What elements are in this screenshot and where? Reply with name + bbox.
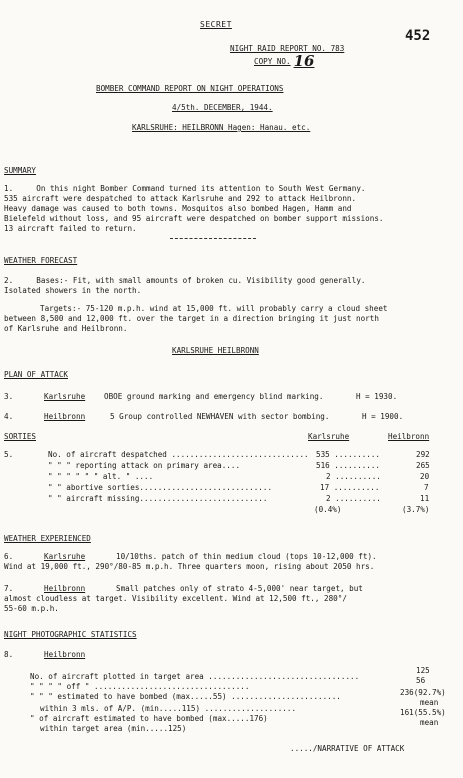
- sorties-row-karlsruhe: 2 ..........: [326, 472, 381, 481]
- weather-target: Karlsruhe: [44, 552, 86, 561]
- classification-header: SECRET: [200, 20, 232, 29]
- photo-row-label: " " " estimated to have bombed (max.....55) ........................: [30, 692, 341, 701]
- weather-line: 10/10ths. patch of thin medium cloud (tops 10-12,000 ft).: [116, 552, 377, 561]
- copy-number-line: [254, 52, 315, 70]
- plan-target: Karlsruhe: [44, 392, 86, 401]
- plan-target: Heilbronn: [44, 412, 86, 421]
- plan-text: OBOE ground marking and emergency blind marking.: [104, 392, 324, 401]
- weather-line: Small patches only of strato 4-5,000' near target, but: [116, 584, 363, 593]
- weather-forecast-heading: WEATHER FORECAST: [4, 256, 78, 265]
- plan-h: H = 1900.: [362, 412, 404, 421]
- forecast-line: of Karlsruhe and Heilbronn.: [4, 324, 128, 333]
- summary-line: 1. On this night Bomber Command turned its attention to South West Germany.: [4, 184, 366, 193]
- summary-line: 13 aircraft failed to return.: [4, 224, 137, 233]
- report-targets: KARLSRUHE: HEILBRONN Hagen: Hanau. etc.: [132, 123, 311, 132]
- sorties-row-karlsruhe: 2 ..........: [326, 494, 381, 503]
- summary-line: Heavy damage was caused to both towns. Mosquitos also bombed Hagen, Hamm and: [4, 204, 352, 213]
- weather-item-num: 6.: [4, 552, 14, 561]
- copy-label: COPY NO.: [254, 57, 291, 66]
- sorties-row-karlsruhe: 17 ..........: [320, 483, 380, 492]
- sorties-row-label: No. of aircraft despatched ..............................: [48, 450, 309, 459]
- forecast-line: between 8,500 and 12,000 ft. over the target in a direction bringing it just north: [4, 314, 379, 323]
- photo-row-label: No. of aircraft plotted in target area .................................: [30, 672, 360, 681]
- page-number: 452: [405, 28, 431, 44]
- column-header-karlsruhe: Karlsruhe: [308, 432, 350, 441]
- summary-line: Bielefeld without loss, and 95 aircraft were despatched on bomber support missions.: [4, 214, 384, 223]
- plan-item: 4.: [4, 412, 14, 421]
- weather-item-num: 7.: [4, 584, 14, 593]
- sorties-row-heilbronn: 11: [420, 494, 430, 503]
- sorties-row-label: " " abortive sorties.............................: [48, 483, 273, 492]
- sorties-num: 5.: [4, 450, 14, 459]
- report-title: BOMBER COMMAND REPORT ON NIGHT OPERATIONS: [96, 84, 284, 93]
- forecast-line: 2. Bases:- Fit, with small amounts of broken cu. Visibility good generally.: [4, 276, 366, 285]
- continued-marker: ...../NARRATIVE OF ATTACK: [290, 744, 405, 753]
- photo-row-value: 161(55.5%): [400, 708, 446, 717]
- sorties-row-label: " " aircraft missing............................: [48, 494, 268, 503]
- plan-heading: PLAN OF ATTACK: [4, 370, 69, 379]
- report-reference: NIGHT RAID REPORT NO. 783: [230, 44, 345, 53]
- weather-experienced-heading: WEATHER EXPERIENCED: [4, 534, 91, 543]
- plan-text: 5 Group controlled NEWHAVEN with sector bombing.: [110, 412, 330, 421]
- plan-item: 3.: [4, 392, 14, 401]
- sorties-heading: SORTIES: [4, 432, 37, 441]
- photo-row-value: 125: [416, 666, 430, 675]
- photo-num: 8.: [4, 650, 14, 659]
- copy-number: 16: [293, 52, 315, 70]
- sorties-row-karlsruhe: 516 ..........: [316, 461, 381, 470]
- sorties-row-heilbronn: 20: [420, 472, 430, 481]
- sorties-loss-karlsruhe: (0.4%): [314, 505, 342, 514]
- forecast-line: Isolated showers in the north.: [4, 286, 142, 295]
- sorties-row-label: " " " reporting attack on primary area....: [48, 461, 241, 470]
- photo-row-value: 236(92.7%): [400, 688, 446, 697]
- weather-line: almost cloudless at target. Visibility excellent. Wind at 12,500 ft., 280°/: [4, 594, 347, 603]
- photo-target: Heilbronn: [44, 650, 86, 659]
- photo-row-label: within target area (min.....125): [40, 724, 187, 733]
- weather-target: Heilbronn: [44, 584, 86, 593]
- summary-heading: SUMMARY: [4, 166, 37, 175]
- report-date: 4/5th. DECEMBER, 1944.: [172, 103, 273, 112]
- photo-row-label: " of aircraft estimated to have bombed (max.....176): [30, 714, 268, 723]
- weather-line: Wind at 19,000 ft., 290°/80-85 m.p.h. Three quarters moon, rising about 2050 hrs.: [4, 562, 375, 571]
- photo-row-value: mean: [420, 718, 439, 727]
- weather-line: 55-60 m.p.h.: [4, 604, 59, 613]
- photo-row-value: mean: [420, 698, 439, 707]
- photo-row-label: within 3 mls. of A/P. (min.....115) ....................: [40, 704, 297, 713]
- column-header-heilbronn: Heilbronn: [388, 432, 430, 441]
- photo-row-value: 56: [416, 676, 426, 685]
- summary-line: 535 aircraft were despatched to attack Karlsruhe and 292 to attack Heilbronn.: [4, 194, 357, 203]
- sorties-loss-heilbronn: (3.7%): [402, 505, 430, 514]
- photo-heading: NIGHT PHOTOGRAPHIC STATISTICS: [4, 630, 137, 639]
- sorties-row-label: " " " " " " alt. " ....: [48, 472, 154, 481]
- forecast-line: Targets:- 75-120 m.p.h. wind at 15,000 ft. will probably carry a cloud sheet: [40, 304, 388, 313]
- photo-row-label: " " " " off " ..................................: [30, 682, 250, 691]
- section-divider: [170, 238, 256, 239]
- plan-h: H = 1930.: [356, 392, 398, 401]
- sorties-row-karlsruhe: 535 ..........: [316, 450, 381, 459]
- sorties-row-heilbronn: 7: [424, 483, 429, 492]
- sorties-row-heilbronn: 265: [416, 461, 430, 470]
- sorties-row-heilbronn: 292: [416, 450, 430, 459]
- center-heading: KARLSRUHE HEILBRONN: [172, 346, 259, 355]
